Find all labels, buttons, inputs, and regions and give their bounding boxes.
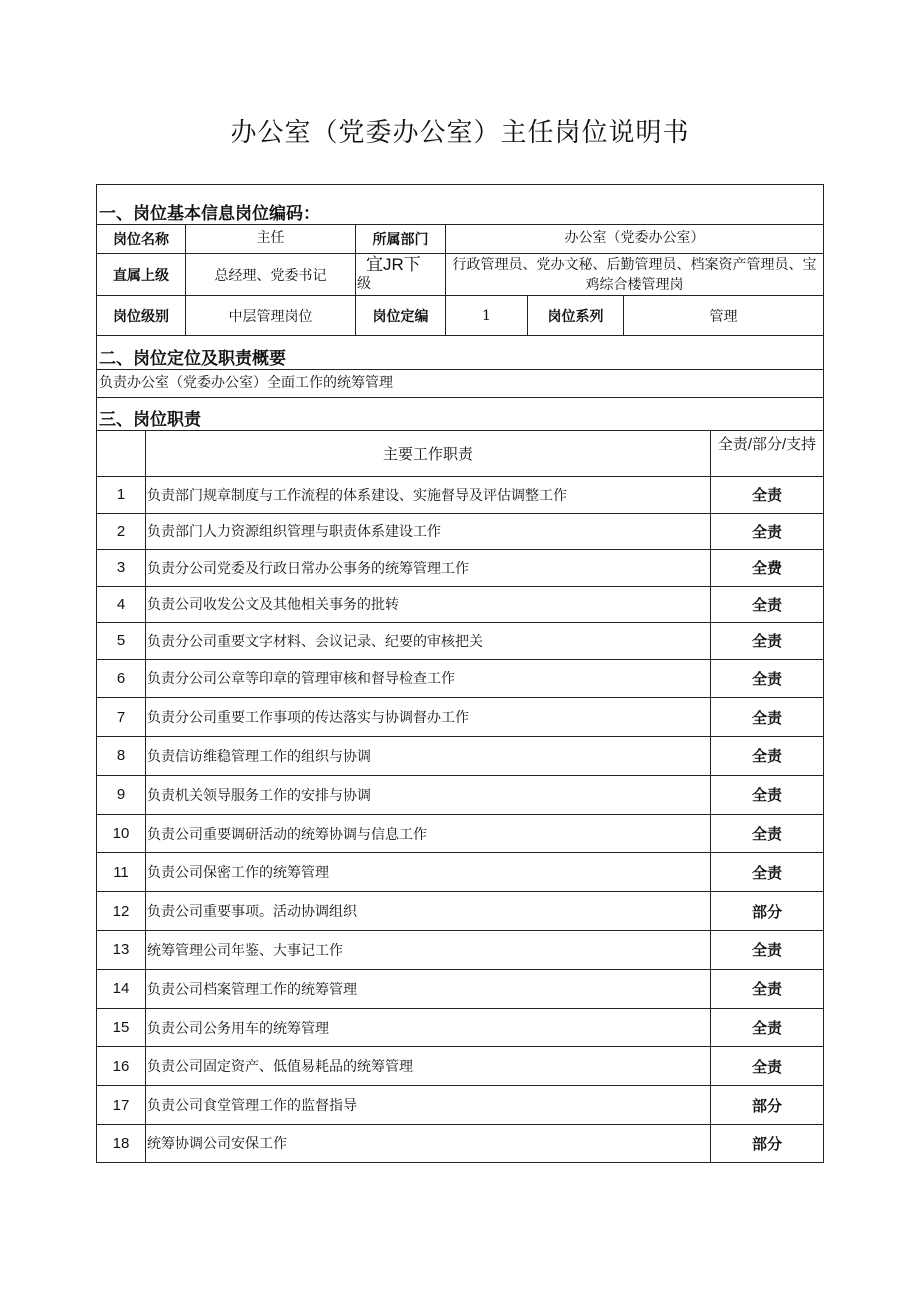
job-description-table <box>96 184 822 1163</box>
table-row <box>96 891 824 930</box>
duty-text: 负责分公司党委及行政日常办公事务的统筹管理工作 <box>145 550 710 586</box>
duty-responsibility: 全责 <box>710 514 823 550</box>
duty-text: 负责分公司重要工作事项的传达落实与协调督办工作 <box>145 698 710 736</box>
duty-number: 4 <box>116 595 126 613</box>
duty-text: 统筹协调公司安保工作 <box>145 1125 710 1162</box>
document-title: 办公室（党委办公室）主任岗位说明书 <box>230 118 690 148</box>
section1-row <box>96 184 824 224</box>
duty-number: 16 <box>112 1057 130 1075</box>
table-row <box>96 586 824 623</box>
duty-responsibility: 全责 <box>710 477 823 513</box>
duty-responsibility: 全责 <box>710 660 823 698</box>
level-label: 岗位级别 <box>113 307 169 324</box>
duty-text: 负责分公司重要文字材料、会议记录、纪要的审核把关 <box>145 623 710 659</box>
duties-header-row <box>96 430 824 476</box>
table-row <box>96 659 824 698</box>
section3-row <box>96 397 824 430</box>
superior-value: 总经理、党委书记 <box>185 254 355 295</box>
duty-text: 负责公司保密工作的统筹管理 <box>145 853 710 891</box>
table-row <box>96 775 824 814</box>
duty-responsibility: 全责 <box>710 587 823 623</box>
position-name-label: 岗位名称 <box>113 231 169 247</box>
duty-text: 负责部门人力资源组织管理与职责体系建设工作 <box>145 514 710 550</box>
basic-row-name <box>96 224 824 253</box>
duty-text: 负责机关领导服务工作的安排与协调 <box>145 776 710 814</box>
duty-responsibility: 全责 <box>710 931 823 969</box>
table-row <box>96 476 824 513</box>
table-row <box>96 549 824 586</box>
subordinate-label-line1: 宜JR下 <box>366 255 421 274</box>
duty-responsibility: 全责 <box>710 1009 823 1047</box>
duty-text: 负责公司收发公文及其他相关事务的批转 <box>145 587 710 623</box>
duty-number: 15 <box>112 1019 130 1037</box>
duty-responsibility: 部分 <box>710 1086 823 1124</box>
duty-responsibility: 部分 <box>710 1125 823 1162</box>
table-row <box>96 513 824 550</box>
duty-number: 10 <box>112 825 130 843</box>
number-header <box>97 431 145 476</box>
table-row <box>96 1046 824 1085</box>
duty-text: 统筹管理公司年鉴、大事记工作 <box>145 931 710 969</box>
table-row <box>96 930 824 969</box>
duty-text: 负责公司档案管理工作的统筹管理 <box>145 970 710 1008</box>
department-value: 办公室（党委办公室） <box>445 225 823 253</box>
duty-responsibility: 全责 <box>710 815 823 853</box>
series-label: 岗位系列 <box>527 296 623 335</box>
quota-value: 1 <box>445 296 527 335</box>
duty-responsibility: 全责 <box>710 623 823 659</box>
duty-number: 12 <box>112 902 130 920</box>
table-row <box>96 969 824 1008</box>
table-row <box>96 736 824 775</box>
position-summary: 负责办公室（党委办公室）全面工作的统筹管理 <box>99 375 393 391</box>
subordinate-value: 行政管理员、党办文秘、后勤管理员、档案资产管理员、宝鸡综合楼管理岗 <box>445 254 823 295</box>
duty-number: 2 <box>116 522 126 540</box>
duty-number: 8 <box>116 747 126 765</box>
duty-number: 9 <box>116 786 126 804</box>
duty-number: 6 <box>116 669 126 687</box>
table-row <box>96 1124 824 1163</box>
duty-responsibility: 部分 <box>710 892 823 930</box>
subordinate-label-line2: 级 <box>357 275 371 291</box>
table-row <box>96 814 824 853</box>
duty-text: 负责信访维稳管理工作的组织与协调 <box>145 737 710 775</box>
duty-text: 负责公司固定资产、低值易耗品的统筹管理 <box>145 1047 710 1085</box>
duty-responsibility: 全责 <box>710 1047 823 1085</box>
duty-number: 17 <box>112 1096 130 1114</box>
table-row <box>96 622 824 659</box>
duty-number: 1 <box>116 486 126 504</box>
duty-text: 负责公司食堂管理工作的监督指导 <box>145 1086 710 1124</box>
department-label: 所属部门 <box>355 225 445 253</box>
position-name-value: 主任 <box>185 225 355 253</box>
duty-text: 负责公司公务用车的统筹管理 <box>145 1009 710 1047</box>
quota-label: 岗位定编 <box>355 296 445 335</box>
duty-text: 负责分公司公章等印章的管理审核和督导检查工作 <box>145 660 710 698</box>
duty-number: 7 <box>116 708 126 726</box>
table-row <box>96 852 824 891</box>
basic-row-superior <box>96 253 824 295</box>
series-value: 管理 <box>623 296 823 335</box>
duty-responsibility: 全责 <box>710 776 823 814</box>
duty-number: 18 <box>112 1134 130 1152</box>
section2-row <box>96 335 824 369</box>
duty-number: 14 <box>112 980 130 998</box>
responsibility-column-header: 全责/部分/支持 <box>710 431 823 476</box>
superior-label: 直属上级 <box>113 266 169 283</box>
table-row <box>96 1085 824 1124</box>
duty-number: 13 <box>112 941 130 959</box>
section1-heading: 一、岗位基本信息岗位编码： <box>99 204 320 223</box>
duty-responsibility: 全责 <box>710 853 823 891</box>
duty-responsibility: 全责 <box>710 737 823 775</box>
section2-heading: 二、岗位定位及职责概要 <box>99 349 286 368</box>
duty-column-header: 主要工作职责 <box>145 431 710 476</box>
subordinate-label <box>355 254 445 295</box>
summary-row <box>96 369 824 397</box>
duty-text: 负责公司重要调研活动的统筹协调与信息工作 <box>145 815 710 853</box>
duty-number: 5 <box>116 632 126 650</box>
duty-responsibility: 全责 <box>710 698 823 736</box>
level-value: 中层管理岗位 <box>185 296 355 335</box>
duty-number: 11 <box>113 863 129 881</box>
duty-responsibility: 全责 <box>710 970 823 1008</box>
duty-number: 3 <box>116 559 126 577</box>
duty-text: 负责部门规章制度与工作流程的体系建设、实施督导及评估调整工作 <box>145 477 710 513</box>
duty-responsibility: 全费 <box>710 550 823 586</box>
basic-row-level <box>96 295 824 335</box>
section3-heading: 三、岗位职责 <box>99 410 201 429</box>
duty-text: 负责公司重要事项。活动协调组织 <box>145 892 710 930</box>
table-row <box>96 1008 824 1047</box>
table-row <box>96 697 824 736</box>
